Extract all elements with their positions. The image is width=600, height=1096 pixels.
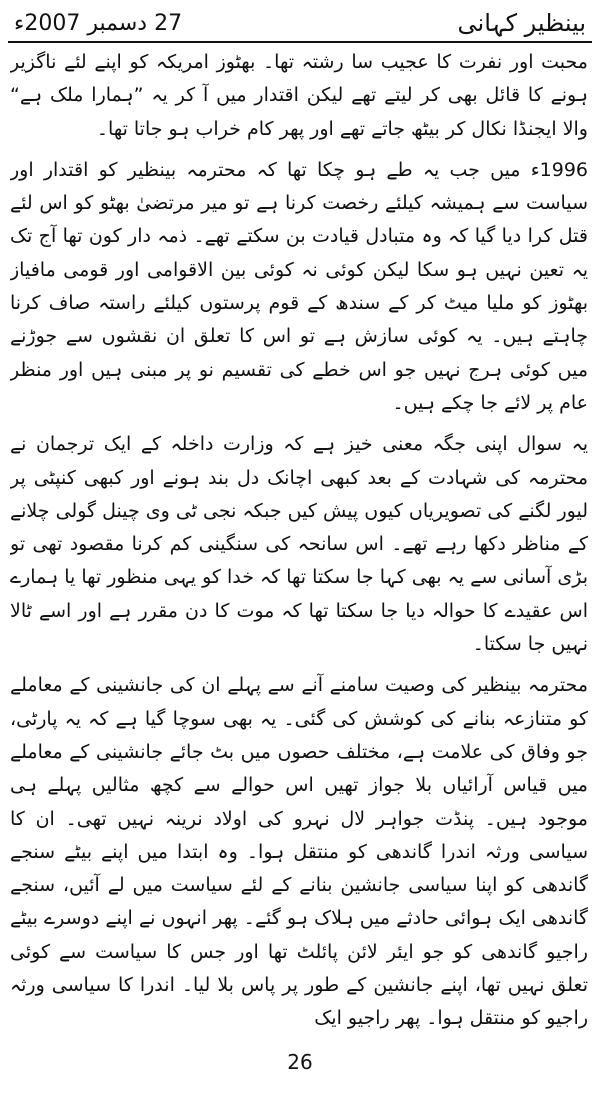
header-title: بینظیر کہانی: [457, 9, 586, 37]
article-body: [10, 46, 588, 1036]
paragraph-4: محترمہ بینظیر کی وصیت سامنے آنے سے پہلے ان کی جانشینی کے معاملے کو متنازعہ بنانے کی کوشش کی گئی۔ یہ بھی سوچا گیا ہے کہ یہ پارٹی، جو وفاق کی علامت ہے، مختلف حصوں میں بٹ جائے جانشینی کے معاملے میں قیاس آرائیاں بلا جواز تھیں اس حوالے سے کچھ مثالیں پہلے ہی موجود ہیں۔ پنڈت جواہر لال نہرو کی اولاد نرینہ نہیں تھی۔ ان کا سیاسی ورثہ اندرا گاندھی کو منتقل ہوا۔ وہ ابتدا میں اپنے بیٹے سنجے گاندھی کو اپنا سیاسی جانشین بنانے کے لئے سیاست میں لے آئیں، سنجے گاندھی ایک ہوائی حادثے میں ہلاک ہو گئے۔ پھر انہوں نے اپنے دوسرے بیٹے راجیو گاندھی کو جو ایئر لائن پائلٹ تھا اور جس کا سیاست سے کوئی تعلق نہیں تھا، اپنے جانشین کے طور پر پاس بلا لیا۔ اندرا کا سیاسی ورثہ راجیو کو منتقل ہوا۔ پھر راجیو ایک: [10, 674, 588, 1030]
page-number: 26: [287, 1050, 313, 1074]
paragraph-1: محبت اور نفرت کا عجیب سا رشتہ تھا۔ بھٹوز امریکہ کو اپنے لئے ناگزیر ہونے کا قائل بھی کر لیتے تھے لیکن اقتدار میں آ کر یہ ”ہمارا ملک ہے“ والا ایجنڈا نکال کر بیٹھ جاتے تھے اور پھر کام خراب ہو جاتا تھا۔: [10, 51, 588, 140]
header-rule: [8, 41, 592, 43]
paragraph-2: 1996ء میں جب یہ طے ہو چکا تھا کہ محترمہ بینظیر کو اقتدار اور سیاست سے ہمیشہ کیلئے رخصت کرنا ہے تو میر مرتضیٰ بھٹو کو اس لئے قتل کرا دیا گیا کہ وہ متبادل قیادت بن سکتے تھے۔ ذمہ دار کون تھا آج تک یہ تعین نہیں ہو سکا لیکن کوئی نہ کوئی بین الاقوامی اور قومی مافیاز بھٹوز کو ملیا میٹ کر کے سندھ کے قوم پرستوں کیلئے راستہ صاف کرنا چاہتے ہیں۔ یہ کوئی سازش ہے تو اس کا تعلق ان نقشوں سے جوڑنے میں کوئی ہرج نہیں جو اس خطے کی تقسیم نو پر مبنی ہیں اور منظر عام پر لائے جا چکے ہیں۔: [10, 158, 588, 414]
page-header: [14, 6, 586, 40]
header-date: 27 دسمبر 2007ء: [14, 10, 183, 36]
paragraph-3: یہ سوال اپنی جگہ معنی خیز ہے کہ وزارت داخلہ کے ایک ترجمان نے محترمہ کی شہادت کے بعد کبھی اچانک دل بند ہونے اور کبھی کنپٹی پر لیور لگنے کی تصویریاں کیوں پیش کیں جبکہ نجی ٹی وی چینل گولی چلانے کے مناظر دکھا رہے تھے۔ اس سانحہ کی سنگینی کم کرنا مقصود تھی تو بڑی آسانی سے یہ بھی کہا جا سکتا تھا کہ خدا کو یہی منظور تھا یا ہمارے اس عقیدے کا حوالہ دیا جا سکتا تھا کہ موت کا دن مقرر ہے اور اسے ٹالا نہیں جا سکتا۔: [10, 433, 588, 656]
